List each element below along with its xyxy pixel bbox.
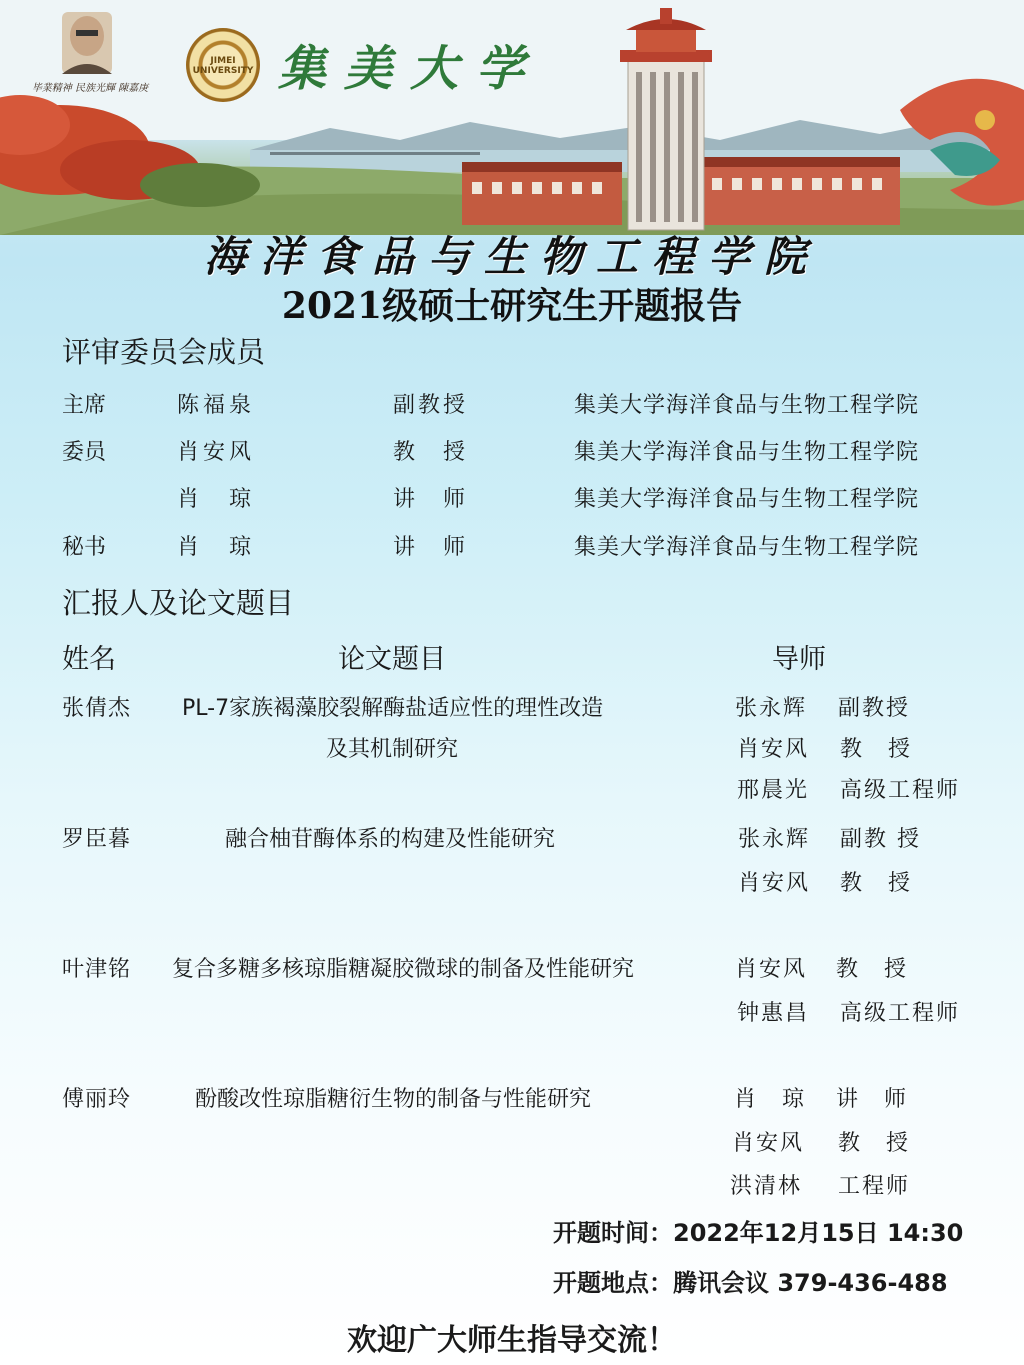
emblem-text: JIMEI UNIVERSITY: [192, 56, 254, 76]
advisor-title: 高级工程师: [840, 778, 961, 803]
advisor-title: 高级工程师: [840, 1001, 961, 1026]
column-header-name: 姓名: [62, 644, 116, 675]
advisor-title: 教 授: [840, 737, 913, 762]
event-time-value: 2022年12月15日 14:30: [673, 1219, 964, 1247]
member-role: 秘书: [62, 535, 107, 560]
event-time-label: 开题时间：: [553, 1219, 673, 1247]
theses-heading: 汇报人及论文题目: [62, 586, 295, 620]
thesis-title-line: 融合柚苷酶体系的构建及性能研究: [225, 827, 556, 852]
advisor-title: 教 授: [836, 957, 909, 982]
campus-banner: [0, 0, 1024, 235]
advisor-title: 副教 授: [840, 827, 921, 852]
event-place-label: 开题地点：: [553, 1269, 673, 1297]
member-role: 委员: [62, 440, 107, 465]
column-header-title: 论文题目: [338, 644, 446, 675]
thesis-title-line: 酚酸改性琼脂糖衍生物的制备与性能研究: [195, 1087, 592, 1112]
member-title: 讲 师: [393, 487, 469, 512]
advisor-title: 讲 师: [836, 1087, 909, 1112]
advisor-name: 肖安风: [738, 871, 811, 896]
report-title: 2021级硕士研究生开题报告: [281, 285, 743, 327]
member-name: 肖 琼: [177, 535, 256, 560]
member-org: 集美大学海洋食品与生物工程学院: [574, 535, 920, 560]
event-place: [553, 1263, 948, 1298]
member-title: 教 授: [393, 440, 469, 465]
member-title: 讲 师: [393, 535, 469, 560]
student-name: 张倩杰: [62, 696, 132, 721]
advisor-name: 肖 琼: [734, 1087, 807, 1112]
student-name: 傅丽玲: [62, 1087, 132, 1112]
column-header-advisor: 导师: [772, 644, 826, 675]
member-name: 肖 琼: [177, 487, 256, 512]
thesis-title-line: 复合多糖多核琼脂糖凝胶微球的制备及性能研究: [172, 957, 635, 982]
university-emblem-icon: [186, 28, 260, 102]
student-name: 罗臣暮: [62, 827, 132, 852]
advisor-title: 教 授: [840, 871, 913, 896]
advisor-name: 张永辉: [735, 696, 808, 721]
thesis-title-line: 及其机制研究: [326, 737, 459, 762]
advisor-title: 工程师: [838, 1174, 911, 1199]
committee-row: [0, 435, 1024, 467]
advisor-name: 肖安风: [737, 737, 810, 762]
member-org: 集美大学海洋食品与生物工程学院: [574, 393, 920, 418]
welcome-message: 欢迎广大师生指导交流！: [347, 1323, 677, 1358]
advisor-title: 副教授: [838, 696, 911, 721]
advisor-name: 张永辉: [738, 827, 811, 852]
committee-row: [0, 530, 1024, 562]
committee-heading: 评审委员会成员: [62, 335, 266, 369]
advisor-name: 邢晨光: [737, 778, 810, 803]
member-name: 肖安风: [177, 440, 256, 465]
member-org: 集美大学海洋食品与生物工程学院: [574, 487, 920, 512]
member-org: 集美大学海洋食品与生物工程学院: [574, 440, 920, 465]
advisor-name: 肖安风: [732, 1131, 805, 1156]
portrait-caption: 毕業精神 民族光輝 陳嘉庚: [31, 83, 149, 94]
member-name: 陈福泉: [177, 393, 256, 418]
college-title: 海洋食品与生物工程学院: [203, 232, 820, 281]
member-role: 主席: [62, 393, 107, 418]
committee-row: [0, 482, 1024, 514]
committee-row: [0, 388, 1024, 420]
event-place-value: 腾讯会议 379-436-488: [673, 1269, 948, 1297]
university-name: 集美大学: [278, 41, 543, 97]
event-time: [553, 1213, 963, 1248]
thesis-title-line: PL-7家族褐藻胶裂解酶盐适应性的理性改造: [182, 696, 604, 721]
advisor-name: 洪清林: [730, 1174, 803, 1199]
advisor-name: 肖安风: [735, 957, 808, 982]
student-name: 叶津铭: [62, 957, 132, 982]
advisor-name: 钟惠昌: [737, 1001, 810, 1026]
member-title: 副教授: [393, 393, 469, 418]
advisor-title: 教 授: [838, 1131, 911, 1156]
